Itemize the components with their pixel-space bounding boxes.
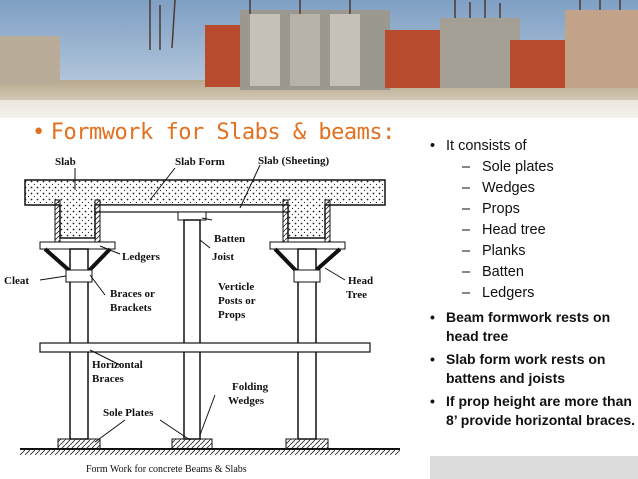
label-props: Props	[218, 309, 246, 321]
bullet-beam-formwork: • Beam formwork rests on head tree	[430, 308, 636, 346]
bullet-slab-form: • Slab form work rests on battens and joists	[430, 350, 636, 388]
bullet-prop-height: • If prop height are more than 8’ provide horizontal braces.	[430, 392, 636, 430]
heading-text: Formwork for Slabs & beams:	[50, 120, 395, 145]
sub-item-props: – Props	[430, 199, 636, 220]
heading-bullet: •	[32, 120, 45, 145]
label-batten: Batten	[214, 233, 246, 245]
label-braces: Braces	[92, 373, 124, 385]
label-joist: Joist	[212, 251, 234, 263]
label-posts-or: Posts or	[218, 295, 256, 307]
sub-item-head-tree: – Head tree	[430, 220, 636, 241]
label-horizontal: Horizontal	[92, 359, 143, 371]
batten	[178, 212, 206, 220]
label-slab-sheeting: Slab (Sheeting)	[258, 155, 330, 167]
horizontal-brace	[40, 343, 370, 352]
label-cleat: Cleat	[4, 275, 30, 287]
center-post	[184, 220, 200, 439]
left-beam-side	[55, 200, 60, 242]
construction-site-photo	[0, 0, 638, 118]
sub-item-planks: – Planks	[430, 241, 636, 262]
label-ledgers: Ledgers	[122, 251, 160, 263]
right-beam-side	[283, 200, 288, 242]
label-head: Head	[348, 275, 374, 287]
label-slab: Slab	[55, 156, 76, 168]
sub-item-ledgers: – Ledgers	[430, 283, 636, 304]
label-sole-plates: Sole Plates	[103, 407, 154, 419]
formwork-diagram	[0, 150, 432, 479]
slab-form	[95, 205, 288, 212]
sub-item-sole-plates: – Sole plates	[430, 157, 636, 178]
label-tree: Tree	[346, 289, 367, 301]
footer-strip	[430, 456, 638, 479]
label-brackets: Brackets	[110, 302, 152, 314]
sub-item-batten: – Batten	[430, 262, 636, 283]
bullet-list	[430, 136, 636, 430]
label-verticle: Verticle	[218, 281, 255, 293]
label-slab-form: Slab Form	[175, 156, 225, 168]
label-wedges: Wedges	[228, 395, 265, 407]
ledger-right	[270, 242, 345, 249]
bullet-intro: • It consists of	[430, 136, 636, 157]
sub-item-wedges: – Wedges	[430, 178, 636, 199]
label-folding: Folding	[232, 381, 269, 393]
label-braces-or: Braces or	[110, 288, 155, 300]
slide-heading	[32, 120, 395, 145]
diagram-caption: Form Work for concrete Beams & Slabs	[86, 464, 247, 475]
